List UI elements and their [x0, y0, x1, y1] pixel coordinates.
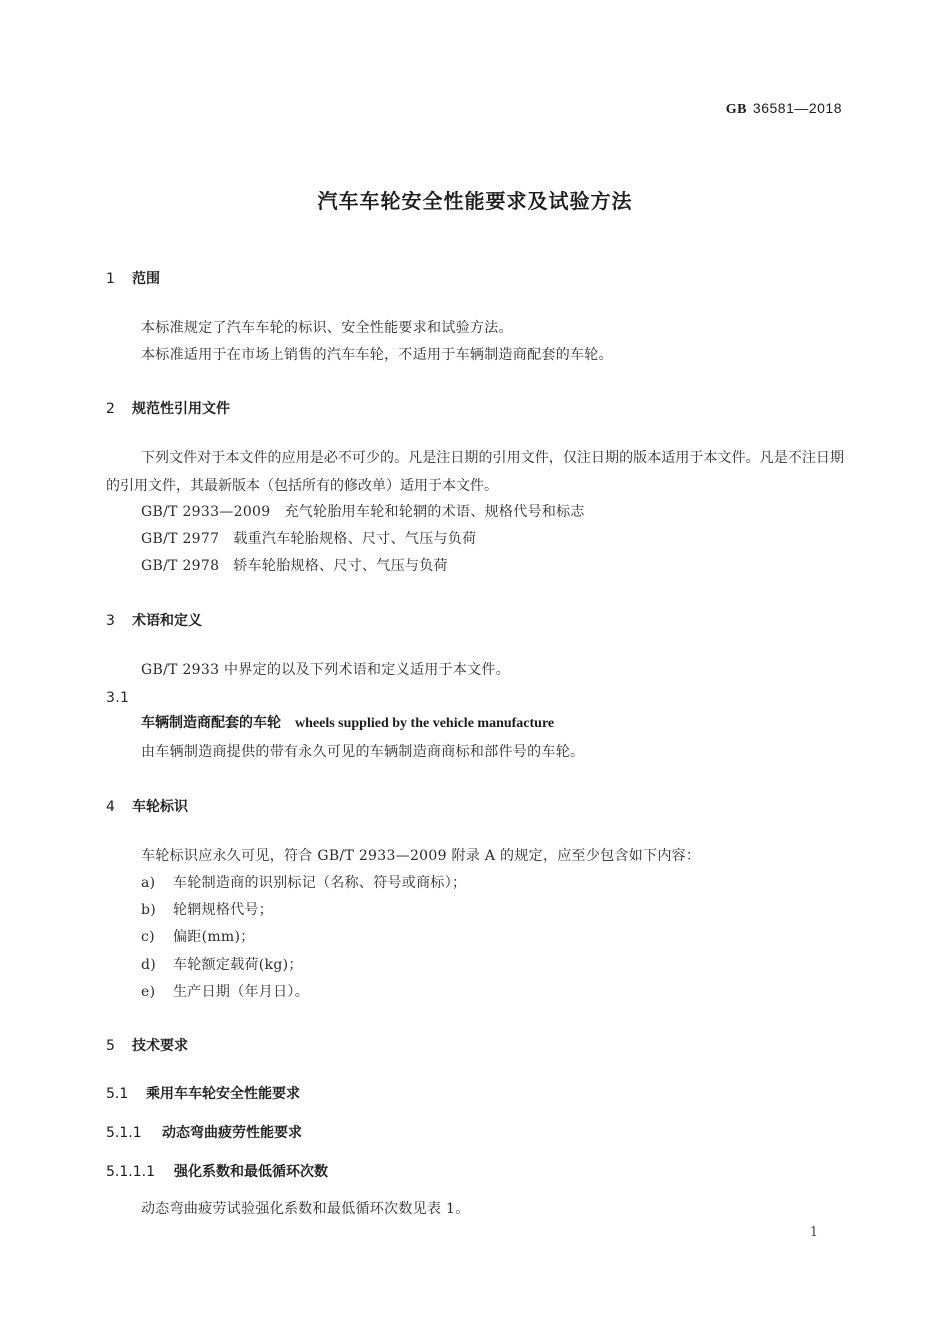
- term-english: wheels supplied by the vehicle manufacture: [295, 716, 555, 731]
- section-title: 规范性引用文件: [132, 401, 230, 417]
- section-4-heading: [106, 796, 188, 816]
- reference-code: GB/T 2977: [141, 531, 220, 547]
- list-text: 轮辋规格代号；: [173, 902, 274, 918]
- list-item: [141, 978, 309, 1006]
- section-number: 5.1.1.1: [106, 1164, 155, 1180]
- list-label: b): [141, 902, 157, 918]
- section-title: 强化系数和最低循环次数: [174, 1164, 328, 1180]
- reference-title: 充气轮胎用车轮和轮辋的术语、规格代号和标志: [284, 504, 585, 520]
- reference-code: GB/T 2933—2009: [141, 504, 271, 520]
- page-number: 1: [809, 1225, 818, 1240]
- term-chinese: 车辆制造商配套的车轮: [141, 715, 281, 731]
- reference-item: [141, 525, 476, 553]
- section-title: 乘用车车轮安全性能要求: [146, 1086, 300, 1102]
- list-text: 车轮额定载荷(kg)；: [173, 957, 303, 973]
- list-label: d): [141, 957, 157, 973]
- section-number: 5.1.1: [106, 1125, 142, 1141]
- terms-intro: GB/T 2933 中界定的以及下列术语和定义适用于本文件。: [141, 662, 511, 678]
- section-5-heading: [106, 1035, 188, 1055]
- marking-intro: 车轮标识应永久可见，符合 GB/T 2933—2009 附录 A 的规定，应至少包含如下内容：: [141, 848, 701, 864]
- section-1-heading: [106, 268, 160, 288]
- section-5-1-heading: [106, 1083, 300, 1103]
- standard-number: [726, 100, 842, 118]
- section-title: 技术要求: [132, 1038, 188, 1054]
- standard-code: 36581—2018: [752, 100, 842, 116]
- list-item: [141, 896, 273, 924]
- document-title: 汽车车轮安全性能要求及试验方法: [317, 189, 633, 213]
- list-item: [141, 951, 303, 979]
- scope-paragraph-2: 本标准适用于在市场上销售的汽车车轮，不适用于车辆制造商配套的车轮。: [141, 347, 613, 363]
- term-definition: 由车辆制造商提供的带有永久可见的车辆制造商商标和部件号的车轮。: [141, 744, 585, 760]
- scope-paragraph-1: 本标准规定了汽车车轮的标识、安全性能要求和试验方法。: [141, 320, 513, 336]
- reference-title: 载重汽车轮胎规格、尺寸、气压与负荷: [233, 531, 477, 547]
- list-label: c): [141, 929, 155, 945]
- reference-title: 轿车轮胎规格、尺寸、气压与负荷: [233, 558, 448, 574]
- references-intro: 下列文件对于本文件的应用是必不可少的。凡是注日期的引用文件，仅注日期的版本适用于本文件。凡是不注日期的引用文件，其最新版本（包括所有的修改单）适用于本文件。: [106, 450, 844, 494]
- section-5-1-1-1-text: 动态弯曲疲劳试验强化系数和最低循环次数见表 1。: [141, 1201, 470, 1217]
- section-5-1-1-heading: [106, 1122, 302, 1142]
- section-number: 5: [106, 1038, 115, 1054]
- standard-prefix: GB: [725, 102, 747, 117]
- reference-item: [141, 552, 448, 580]
- term-entry: [141, 712, 554, 732]
- section-number: 2: [106, 401, 115, 417]
- section-5-1-1-1-heading: [106, 1161, 328, 1181]
- list-text: 生产日期（年月日）。: [173, 984, 309, 1000]
- section-title: 车轮标识: [132, 799, 188, 815]
- list-label: e): [141, 984, 156, 1000]
- section-number: 1: [106, 271, 115, 287]
- list-label: a): [141, 875, 156, 891]
- term-number: 3.1: [106, 690, 130, 706]
- reference-item: [141, 498, 585, 526]
- section-number: 4: [106, 799, 115, 815]
- list-item: [141, 923, 255, 951]
- section-title: 动态弯曲疲劳性能要求: [162, 1125, 302, 1141]
- section-2-heading: [106, 398, 230, 418]
- section-title: 术语和定义: [132, 613, 202, 629]
- section-title: 范围: [132, 271, 160, 287]
- list-item: [141, 869, 466, 897]
- section-number: 5.1: [106, 1086, 129, 1102]
- list-text: 偏距(mm)；: [173, 929, 255, 945]
- section-number: 3: [106, 613, 115, 629]
- section-3-heading: [106, 610, 202, 630]
- list-text: 车轮制造商的识别标记（名称、符号或商标）；: [173, 875, 467, 891]
- reference-code: GB/T 2978: [141, 558, 220, 574]
